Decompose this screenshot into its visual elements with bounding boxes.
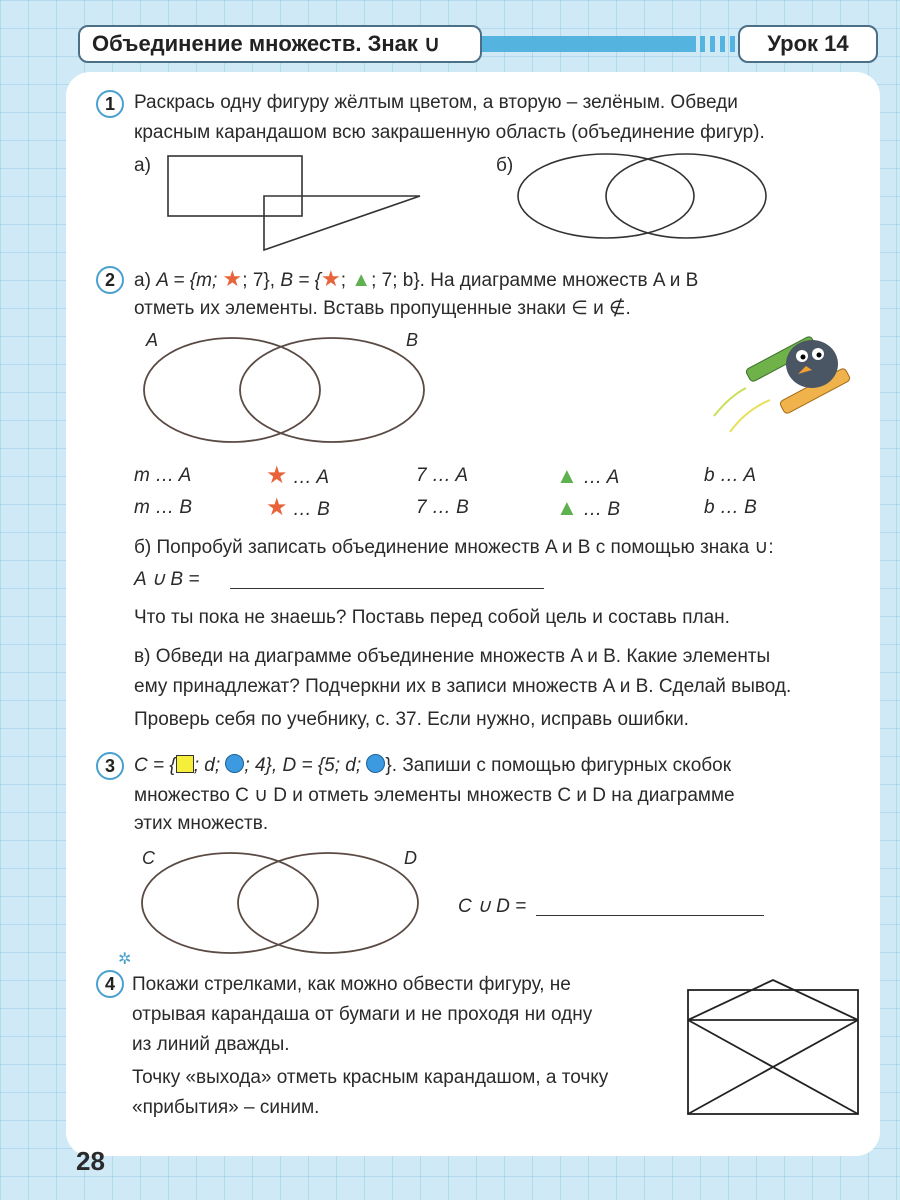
- set-a-open: A = {m;: [156, 270, 223, 291]
- set-b-close: ; 7; b}. На диаграмме множеств A и B: [371, 270, 699, 291]
- star-icon: ★: [266, 494, 288, 521]
- page-number: 28: [76, 1146, 105, 1176]
- diagram-label-c: C: [142, 848, 155, 868]
- membership-m-b: m … B: [134, 497, 193, 518]
- task1-line1: Раскрась одну фигуру жёлтым цветом, а вторую – зелёным. Обведи: [134, 92, 738, 113]
- ellipse-right: [606, 154, 766, 238]
- set-d-close: }. Запиши с помощью фигурных скобок: [385, 755, 732, 776]
- diagram-label-d: D: [404, 848, 417, 868]
- task-number-2: 2: [96, 266, 124, 294]
- set-d-open: ; 4}, D = {5; d;: [244, 755, 367, 776]
- membership-b-b: b … B: [704, 497, 757, 518]
- set-b-open: B = {: [280, 270, 321, 291]
- task2-b-line: б) Попробуй записать объединение множеств A и B с помощью знака ∪:: [134, 537, 774, 558]
- task1-label-b: б): [496, 155, 514, 176]
- triangle-icon: ▲: [556, 463, 578, 488]
- task4-line3: из линий дважды.: [132, 1034, 290, 1055]
- set-a-close: ; 7},: [242, 270, 281, 291]
- envelope-figure: [688, 980, 858, 1114]
- set-a-ellipse: [144, 338, 320, 442]
- task2-line1: [134, 265, 698, 295]
- star-icon: ★: [320, 266, 341, 291]
- membership-star-a: ★ … A: [266, 462, 330, 489]
- page-title: Объединение множеств. Знак ∪: [78, 25, 482, 63]
- answer-line-ab[interactable]: [230, 588, 544, 589]
- answer-line-cd[interactable]: [536, 915, 764, 916]
- venn-diagram-cd: [142, 853, 418, 953]
- set-c-open: C = {: [134, 755, 176, 776]
- triangle-icon: ▲: [351, 269, 372, 291]
- union-cd-expression: C ∪ D =: [458, 896, 527, 917]
- lesson-label: Урок 14: [738, 25, 878, 63]
- separator: ;: [340, 270, 352, 291]
- task2-a-prefix: а): [134, 270, 157, 291]
- task4-line5: «прибытия» – синим.: [132, 1097, 320, 1118]
- membership-b-a: b … A: [704, 465, 757, 486]
- task-number-3: 3: [96, 752, 124, 780]
- task1-line2: красным карандашом всю закрашенную область (объединение фигур).: [134, 122, 765, 143]
- diagram-label-a: A: [146, 330, 159, 350]
- membership-triangle-b: ▲ … B: [556, 495, 621, 520]
- triangle-shape: [264, 196, 420, 250]
- membership-7-a: 7 … A: [416, 465, 469, 486]
- membership-triangle-a: ▲ … A: [556, 463, 620, 488]
- star-icon: ★: [222, 266, 243, 291]
- task1-figure-b: [518, 154, 766, 238]
- bird-mascot-illustration: [714, 335, 851, 432]
- task2-c-line1: в) Обведи на диаграмме объединение множеств A и B. Какие элементы: [134, 646, 771, 667]
- venn-diagram-ab: [144, 338, 424, 442]
- membership-m-a: m … A: [134, 465, 192, 486]
- membership-7-b: 7 … B: [416, 497, 469, 518]
- task1-label-a: а): [134, 155, 151, 176]
- triangle-icon: ▲: [556, 495, 578, 520]
- task-number-1: 1: [96, 90, 124, 118]
- task3-line1: [134, 752, 731, 780]
- task2-check: Проверь себя по учебнику, с. 37. Если нужно, исправь ошибки.: [134, 709, 689, 730]
- union-ab-expression: A ∪ B =: [134, 569, 200, 590]
- set-c-ellipse: [142, 853, 318, 953]
- set-c-middle: ; d;: [193, 755, 226, 776]
- circle-icon: [366, 754, 385, 773]
- square-icon: [176, 755, 194, 773]
- task4-line2: отрывая карандаша от бумаги и не проходя ни одну: [132, 1004, 593, 1025]
- task4-line1: Покажи стрелками, как можно обвести фигуру, не: [132, 974, 571, 995]
- asterisk-icon: ✲: [118, 951, 132, 968]
- task-number-4: 4: [96, 970, 124, 998]
- task1-figure-a: [168, 156, 420, 250]
- membership-star-b: ★ … B: [266, 494, 330, 521]
- diagram-label-b: B: [406, 330, 419, 350]
- star-icon: ★: [266, 462, 288, 489]
- set-d-ellipse: [238, 853, 418, 953]
- task2-c-line2: ему принадлежат? Подчеркни их в записи множеств A и B. Сделай вывод.: [134, 676, 792, 697]
- task2-question: Что ты пока не знаешь? Поставь перед собой цель и составь план.: [134, 607, 730, 628]
- task3-line2: множество C ∪ D и отметь элементы множеств C и D на диаграмме: [134, 785, 735, 806]
- rectangle-shape: [168, 156, 302, 216]
- circle-icon: [225, 754, 244, 773]
- task3-line3: этих множеств.: [134, 813, 269, 834]
- task2-line2: отметь их элементы. Вставь пропущенные знаки ∈ и ∉.: [134, 298, 631, 319]
- task4-line4: Точку «выхода» отметь красным карандашом, а точку: [132, 1067, 609, 1088]
- set-b-ellipse: [240, 338, 424, 442]
